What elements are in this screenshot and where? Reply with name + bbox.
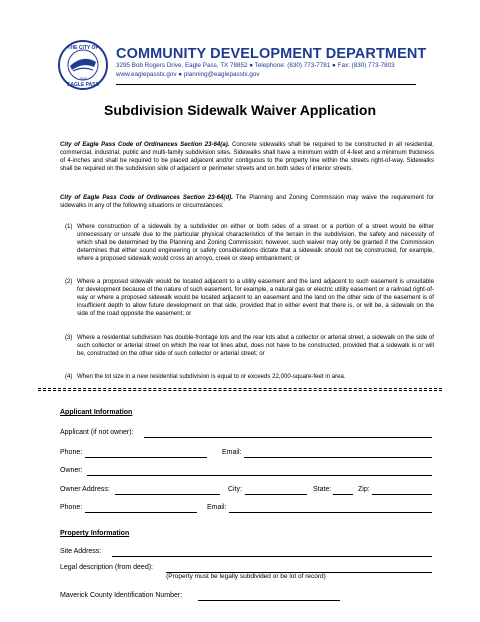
- department-contact: [116, 62, 395, 80]
- svg-text:1849: 1849: [79, 77, 87, 81]
- county-id-field[interactable]: [198, 600, 340, 601]
- list-text: Where construction of a sidewalk by a subdivider on either or both sides of a street or a portion of a street would be either unnecessary or unsafe due to the particular physical characteristics of the terrain in the subdivision, the safety and necessity of which shall be determined by the Planning and Zoning Commission; however, such waiver may only be granted if the Commission determines that either sound engineering or safety considerations dictate that a sidewalk should not be constructed, for example, where a proposed sidewalk would cross an arroyo, creek or steep embankment; or: [77, 223, 434, 263]
- owner-field[interactable]: [87, 475, 432, 476]
- state-field[interactable]: [333, 494, 353, 495]
- list-item: [65, 278, 435, 318]
- applicant-label: Applicant (if not owner):: [60, 429, 134, 436]
- owner-address-field[interactable]: [115, 494, 220, 495]
- header-rule: [116, 84, 416, 85]
- department-title: COMMUNITY DEVELOPMENT DEPARTMENT: [116, 46, 427, 62]
- list-item: [65, 373, 434, 381]
- list-item: [65, 334, 434, 358]
- web-line: www.eaglepasstx.gov ● planning@eaglepasstx.gov: [116, 70, 260, 78]
- page-title: Subdivision Sidewalk Waiver Application: [103, 102, 376, 118]
- paragraph-a-text: Concrete sidewalks shall be required to be constructed in all residential, commercial, industrial, public and multi-family subdivision sites. Sidewalks shall have a minimum width of 4-feet and a minimum thickness of 4-inches and shall be required to be placed adjacent and/or contiguous to the property line within the streets right-of-way. Sidewalks shall be required on the subdivision side of adjacent or perimeter streets and on both sides of interior streets.: [60, 141, 435, 173]
- phone2-label: Phone:: [60, 504, 83, 511]
- property-heading: Property Information: [60, 530, 130, 537]
- phone-email-row: [60, 449, 432, 459]
- owner-row: [60, 467, 432, 477]
- email-label: Email:: [222, 449, 242, 456]
- list-number: (2): [65, 278, 73, 285]
- county-id-row: [60, 592, 432, 602]
- site-address-field[interactable]: [112, 556, 432, 557]
- site-address-row: [60, 548, 432, 558]
- phone-email-row-2: [60, 504, 432, 514]
- city-label: City:: [228, 486, 242, 493]
- email2-field[interactable]: [229, 512, 432, 513]
- list-item: [65, 223, 434, 263]
- paragraph-d-text: The Planning and Zoning Commission may waive the requirement for sidewalks in any of the following situations or circumstances:: [60, 194, 434, 210]
- list-number: (4): [65, 373, 73, 380]
- list-text: Where a proposed sidewalk would be located adjacent to a utility easement and the land adjacent to such easement is unsuitable for development because of the nature of such easement, for example, a natural gas or electric utility easement or a railroad right-of-way or where a proposed sidewalk would be located adjacent to an easement and the land on the other side of the easement is of insufficient depth to allow future development on that side, provided that in either event that there is, or will be, a sidewalk on the side of the road opposite the easement; or: [77, 278, 435, 318]
- owner-label: Owner:: [60, 467, 83, 474]
- owner-address-label: Owner Address:: [60, 486, 110, 493]
- applicant-heading: Applicant Information: [60, 409, 133, 416]
- legal-note: (Property must be legally subdivided or be lot of record): [166, 573, 326, 580]
- owner-address-row: [60, 486, 432, 496]
- paragraph-section-a: [60, 141, 434, 173]
- list-text: When the lot size in a new residential subdivision is equal to or exceeds 22,000-square-feet in area.: [77, 373, 346, 380]
- section-separator: [38, 388, 442, 391]
- site-address-label: Site Address:: [60, 548, 102, 555]
- city-field[interactable]: [245, 494, 307, 495]
- legal-description-label: Legal description (from deed):: [60, 564, 153, 571]
- county-id-label: Maverick County Identification Number:: [60, 592, 183, 599]
- svg-text:THE CITY OF: THE CITY OF: [67, 45, 99, 51]
- state-label: State:: [313, 486, 332, 493]
- zip-field[interactable]: [372, 494, 432, 495]
- list-text: Where a residential subdivision has double-frontage lots and the rear lots abut a collector or arterial street, a sidewalk on the side of such collector or arterial street on which the rear lot lines abut, does not have to be constructed, provided that a sidewalk is or will be, constructed on the other side of such collector or arterial street; or: [77, 334, 434, 358]
- email-field[interactable]: [244, 457, 432, 458]
- phone-label: Phone:: [60, 449, 83, 456]
- svg-text:EAGLE PASS: EAGLE PASS: [67, 82, 99, 88]
- phone2-field[interactable]: [85, 512, 197, 513]
- citation-d: City of Eagle Pass Code of Ordinances Section 23-64(d).: [60, 194, 233, 201]
- applicant-row: [60, 429, 432, 439]
- applicant-field[interactable]: [144, 437, 432, 438]
- email2-label: Email:: [207, 504, 227, 511]
- zip-label: Zip:: [358, 486, 370, 493]
- citation-a: City of Eagle Pass Code of Ordinances Section 23-64(a).: [60, 141, 230, 148]
- paragraph-section-d: [60, 194, 434, 210]
- address-line: 3295 Bob Rogers Drive, Eagle Pass, TX 78852 ● Telephone: (830) 773-7781 ● Fax: (830) 773-7803: [116, 62, 395, 69]
- phone-field[interactable]: [85, 457, 207, 458]
- list-number: (1): [65, 223, 73, 230]
- city-seal-logo: [58, 40, 108, 90]
- list-number: (3): [65, 334, 73, 341]
